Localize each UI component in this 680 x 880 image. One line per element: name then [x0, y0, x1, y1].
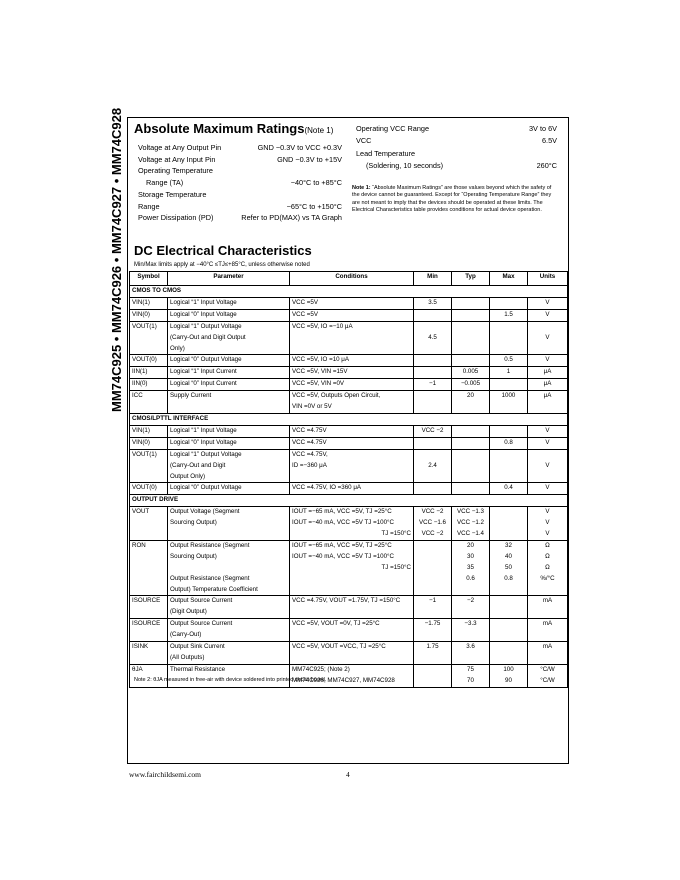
table-cell: [452, 630, 490, 641]
table-cell: [490, 344, 528, 355]
table-row: [130, 472, 568, 483]
table-row: [130, 653, 568, 664]
table-cell: [290, 630, 414, 641]
table-cell: Ω: [528, 540, 568, 551]
table-cell: Output) Temperature Coefficient: [168, 585, 290, 596]
table-row: [130, 574, 568, 585]
note1: [352, 185, 557, 215]
table-cell: [452, 607, 490, 618]
table-cell: VCC =5V, VIN =0V: [290, 379, 414, 391]
table-cell: [414, 563, 452, 574]
table-cell: [414, 437, 452, 449]
left-label: Range: [138, 201, 160, 211]
table-cell: [414, 355, 452, 367]
table-cell: 1: [490, 367, 528, 379]
table-cell: [528, 653, 568, 664]
table-cell: [130, 574, 168, 585]
table-cell: %/°C: [528, 574, 568, 585]
left-label: Storage Temperature: [138, 189, 207, 199]
table-row: [130, 552, 568, 563]
table-row: [130, 402, 568, 413]
table-cell: [414, 321, 452, 332]
left-label: Range (TA): [146, 178, 184, 188]
table-row: [130, 563, 568, 574]
table-cell: ISOURCE: [130, 596, 168, 607]
table-row: [130, 355, 568, 367]
table-cell: [452, 355, 490, 367]
table-cell: [528, 402, 568, 413]
table-cell: 0.4: [490, 483, 528, 495]
table-cell: [414, 309, 452, 321]
table-cell: 50: [490, 563, 528, 574]
table-cell: mA: [528, 642, 568, 653]
table-cell: [414, 574, 452, 585]
table-cell: −1.75: [414, 619, 452, 630]
table-cell: Logical “0” Input Current: [168, 379, 290, 391]
table-cell: [414, 585, 452, 596]
table-cell: IOUT =−65 mA, VCC =5V, TJ =25°C: [290, 507, 414, 518]
table-cell: [490, 619, 528, 630]
section-title: OUTPUT DRIVE: [130, 495, 568, 507]
note1-label: Note 1:: [352, 185, 371, 191]
table-cell: Logical “0” Output Voltage: [168, 355, 290, 367]
table-row: [130, 596, 568, 607]
table-cell: 1.75: [414, 642, 452, 653]
table-cell: IOUT =−40 mA, VCC =5V TJ =100°C: [290, 552, 414, 563]
table-cell: [528, 607, 568, 618]
table-cell: V: [528, 297, 568, 309]
right-label: Operating VCC Range: [356, 124, 430, 133]
table-cell: [414, 344, 452, 355]
table-cell: 20: [452, 540, 490, 551]
table-cell: 0.8: [490, 437, 528, 449]
part-number-title: MM74C925 • MM74C926 • MM74C927 • MM74C928: [109, 107, 124, 412]
table-cell: 100: [490, 664, 528, 675]
table-cell: mA: [528, 619, 568, 630]
table-cell: VCC =5V, VOUT =VCC, TJ =25°C: [290, 642, 414, 653]
table-cell: [130, 472, 168, 483]
section-title: CMOS TO CMOS: [130, 286, 568, 298]
table-cell: [130, 402, 168, 413]
table-cell: VCC −1.6: [414, 518, 452, 529]
table-row: [130, 630, 568, 641]
table-cell: ICC: [130, 391, 168, 402]
right-value: 3V to 6V: [529, 124, 557, 133]
table-cell: −2: [452, 596, 490, 607]
table-cell: [490, 472, 528, 483]
table-cell: (All Outputs): [168, 653, 290, 664]
table-cell: [490, 321, 528, 332]
table-cell: VOUT(0): [130, 355, 168, 367]
table-cell: Sourcing Output): [168, 518, 290, 529]
table-row: [130, 449, 568, 460]
table-cell: Logical “1” Input Current: [168, 367, 290, 379]
table-cell: 0.005: [452, 367, 490, 379]
table-cell: 70: [452, 676, 490, 687]
table-cell: 32: [490, 540, 528, 551]
table-row: [130, 333, 568, 344]
table-cell: [414, 449, 452, 460]
table-cell: Output Source Current: [168, 596, 290, 607]
table-cell: [452, 437, 490, 449]
left-label: Voltage at Any Output Pin: [138, 143, 222, 152]
table-cell: [490, 607, 528, 618]
table-cell: [130, 333, 168, 344]
table-cell: IOUT =−65 mA, VCC =5V, TJ =25°C: [290, 540, 414, 551]
left-value: −65°C to +150°C: [286, 201, 342, 211]
table-cell: [290, 607, 414, 618]
table-cell: VCC =5V, VIN =15V: [290, 367, 414, 379]
table-cell: [414, 653, 452, 664]
table-cell: [414, 472, 452, 483]
table-cell: [490, 596, 528, 607]
table-row: [130, 321, 568, 332]
table-row: [130, 309, 568, 321]
table-cell: V: [528, 309, 568, 321]
table-cell: VCC −1.3: [452, 507, 490, 518]
table-cell: V: [528, 518, 568, 529]
table-cell: [130, 585, 168, 596]
table-cell: VCC =5V: [290, 309, 414, 321]
table-cell: 20: [452, 391, 490, 402]
table-cell: [490, 425, 528, 437]
table-cell: Output Resistance (Segment: [168, 540, 290, 551]
table-cell: Output Only): [168, 472, 290, 483]
table-cell: 35: [452, 563, 490, 574]
amr-title-note: (Note 1): [304, 126, 334, 135]
table-cell: Ω: [528, 563, 568, 574]
col-header: Conditions: [290, 272, 414, 286]
col-header: Symbol: [130, 272, 168, 286]
table-cell: [452, 449, 490, 460]
table-cell: Only): [168, 344, 290, 355]
col-header: Typ: [452, 272, 490, 286]
table-cell: [414, 483, 452, 495]
amr-title: Absolute Maximum Ratings(Note 1): [134, 121, 334, 136]
table-cell: Supply Current: [168, 391, 290, 402]
table-cell: (Carry-Out and Digit: [168, 461, 290, 472]
table-cell: V: [528, 437, 568, 449]
table-cell: VOUT: [130, 507, 168, 518]
table-cell: MM74C926, MM74C927, MM74C928: [290, 676, 414, 687]
table-cell: [452, 402, 490, 413]
table-cell: [130, 344, 168, 355]
table-cell: 0.5: [490, 355, 528, 367]
table-cell: [452, 483, 490, 495]
table-cell: V: [528, 507, 568, 518]
left-value: GND −0.3V to VCC +0.3V: [257, 143, 342, 152]
table-cell: [452, 653, 490, 664]
table-row: [130, 507, 568, 518]
table-cell: −1: [414, 596, 452, 607]
table-cell: Output Resistance (Segment: [168, 574, 290, 585]
table-row: [130, 607, 568, 618]
table-cell: [130, 653, 168, 664]
table-cell: 30: [452, 552, 490, 563]
table-row: [130, 619, 568, 630]
table-cell: ISOURCE: [130, 619, 168, 630]
table-cell: VCC =4.75V, IO =360 μA: [290, 483, 414, 495]
table-cell: 4.5: [414, 333, 452, 344]
table-cell: VCC =4.75V: [290, 437, 414, 449]
table-cell: [290, 344, 414, 355]
page-number: 4: [346, 770, 350, 779]
table-cell: [414, 367, 452, 379]
right-label: VCC: [356, 136, 372, 146]
table-cell: VCC =4.75V, VOUT =1.75V, TJ =150°C: [290, 596, 414, 607]
table-cell: VCC −1.2: [452, 518, 490, 529]
table-cell: μA: [528, 367, 568, 379]
table-cell: [490, 630, 528, 641]
part-number-sidebar: [105, 107, 125, 417]
left-value: GND −0.3V to +15V: [277, 154, 342, 164]
table-cell: ID =−360 μA: [290, 461, 414, 472]
table-cell: VCC −2: [414, 507, 452, 518]
col-header: Min: [414, 272, 452, 286]
table-cell: VCC =4.75V: [290, 425, 414, 437]
table-cell: [490, 297, 528, 309]
table-cell: IIN(1): [130, 367, 168, 379]
table-cell: [452, 425, 490, 437]
table-cell: θJA: [130, 664, 168, 675]
table-cell: Logical “0” Input Voltage: [168, 309, 290, 321]
table-cell: [130, 630, 168, 641]
table-cell: [290, 472, 414, 483]
table-cell: VCC =5V, IO =−10 μA: [290, 321, 414, 332]
table-cell: VOUT(0): [130, 483, 168, 495]
table-row: [130, 437, 568, 449]
table-cell: Logical “0” Output Voltage: [168, 483, 290, 495]
table-cell: TJ =150°C: [290, 529, 414, 540]
left-label: Operating Temperature: [138, 166, 213, 176]
table-cell: VCC =4.75V,: [290, 449, 414, 460]
table-cell: [452, 309, 490, 321]
table-cell: °C/W: [528, 664, 568, 675]
table-cell: IIN(0): [130, 379, 168, 391]
table-cell: [452, 321, 490, 332]
table-cell: [452, 461, 490, 472]
col-header: Max: [490, 272, 528, 286]
table-cell: [490, 518, 528, 529]
table-cell: [130, 529, 168, 540]
table-cell: VOUT(1): [130, 449, 168, 460]
left-value: Refer to PD(MAX) vs TA Graph: [241, 213, 342, 223]
table-cell: [490, 461, 528, 472]
table-cell: [490, 507, 528, 518]
table-cell: [490, 449, 528, 460]
table-cell: RON: [130, 540, 168, 551]
table-cell: [490, 379, 528, 391]
table-cell: VIN(0): [130, 437, 168, 449]
table-cell: V: [528, 529, 568, 540]
table-row: [130, 518, 568, 529]
table-cell: V: [528, 355, 568, 367]
table-row: [130, 540, 568, 551]
table-cell: 90: [490, 676, 528, 687]
table-cell: [528, 630, 568, 641]
table-cell: [452, 472, 490, 483]
table-cell: VCC =5V, VOUT =0V, TJ =25°C: [290, 619, 414, 630]
col-header: Units: [528, 272, 568, 286]
table-cell: TJ =150°C: [290, 563, 414, 574]
note1-text: “Absolute Maximum Ratings” are those values beyond which the safety of the device cannot be guaranteed. Except for “Operating Temperature Range” they are not meant to imply that the devices should be operated at these limits. The Electrical Characteristics table provides conditions for actual device operation.: [352, 185, 552, 214]
table-cell: mA: [528, 596, 568, 607]
table-cell: Sourcing Output): [168, 552, 290, 563]
table-cell: [452, 585, 490, 596]
table-row: [130, 379, 568, 391]
table-cell: [290, 574, 414, 585]
table-row: [130, 367, 568, 379]
table-cell: VOUT(1): [130, 321, 168, 332]
table-row: [130, 664, 568, 675]
table-cell: [290, 333, 414, 344]
table-row: [130, 391, 568, 402]
table-cell: V: [528, 425, 568, 437]
table-cell: [490, 653, 528, 664]
table-row: [130, 461, 568, 472]
table-cell: 1.5: [490, 309, 528, 321]
left-label: Voltage at Any Input Pin: [138, 154, 216, 164]
table-cell: [528, 449, 568, 460]
table-cell: [528, 585, 568, 596]
table-cell: (Digit Output): [168, 607, 290, 618]
table-cell: VIN(1): [130, 425, 168, 437]
table-cell: Thermal Resistance: [168, 664, 290, 675]
table-cell: μA: [528, 379, 568, 391]
table-cell: [130, 563, 168, 574]
table-cell: [490, 642, 528, 653]
table-cell: 75: [452, 664, 490, 675]
table-cell: VCC −2: [414, 529, 452, 540]
table-cell: Logical “1” Input Voltage: [168, 297, 290, 309]
table-cell: [130, 607, 168, 618]
left-label: Power Dissipation (PD): [138, 213, 214, 223]
table-cell: [168, 529, 290, 540]
table-cell: VIN(0): [130, 309, 168, 321]
table-cell: [130, 518, 168, 529]
table-cell: [528, 321, 568, 332]
table-cell: [414, 607, 452, 618]
table-cell: [414, 552, 452, 563]
table-cell: ISINK: [130, 642, 168, 653]
table-cell: [168, 402, 290, 413]
table-cell: VIN =0V or 5V: [290, 402, 414, 413]
table-cell: Output Source Current: [168, 619, 290, 630]
table-cell: 2.4: [414, 461, 452, 472]
table-cell: Logical “1” Output Voltage: [168, 449, 290, 460]
table-cell: [528, 472, 568, 483]
table-cell: MM74C925; (Note 2): [290, 664, 414, 675]
table-row: [130, 344, 568, 355]
right-value: 6.5V: [541, 136, 557, 146]
table-cell: [290, 585, 414, 596]
table-cell: [490, 402, 528, 413]
table-cell: 0.8: [490, 574, 528, 585]
table-cell: [414, 391, 452, 402]
table-cell: [452, 344, 490, 355]
table-cell: [452, 333, 490, 344]
table-cell: V: [528, 461, 568, 472]
table-cell: V: [528, 483, 568, 495]
section-title: CMOS/LPTTL INTERFACE: [130, 413, 568, 425]
table-cell: IOUT =−40 mA, VCC =5V TJ =100°C: [290, 518, 414, 529]
table-cell: [168, 563, 290, 574]
table-row: [130, 642, 568, 653]
table-cell: Ω: [528, 552, 568, 563]
table-cell: [414, 402, 452, 413]
table-cell: Logical “0” Input Voltage: [168, 437, 290, 449]
table-row: [130, 585, 568, 596]
table-cell: [414, 630, 452, 641]
table-cell: Logical “1” Output Voltage: [168, 321, 290, 332]
table-cell: −0.005: [452, 379, 490, 391]
table-cell: V: [528, 333, 568, 344]
table-cell: [528, 344, 568, 355]
col-header: Parameter: [168, 272, 290, 286]
table-cell: −3.3: [452, 619, 490, 630]
table-cell: [490, 585, 528, 596]
table-cell: μA: [528, 391, 568, 402]
table-cell: [490, 333, 528, 344]
right-label: Lead Temperature: [356, 148, 416, 158]
table-row: [130, 529, 568, 540]
table-cell: VCC =5V, Outputs Open Circuit,: [290, 391, 414, 402]
table-cell: Logical “1” Input Voltage: [168, 425, 290, 437]
table-cell: [130, 552, 168, 563]
table-cell: Output Voltage (Segment: [168, 507, 290, 518]
table-cell: −1: [414, 379, 452, 391]
table-cell: VCC =5V: [290, 297, 414, 309]
table-cell: VCC −2: [414, 425, 452, 437]
table-cell: Output Sink Current: [168, 642, 290, 653]
table-cell: VIN(1): [130, 297, 168, 309]
table-cell: [490, 529, 528, 540]
table-cell: [130, 461, 168, 472]
table-cell: [414, 664, 452, 675]
table-cell: 0.6: [452, 574, 490, 585]
table-cell: 40: [490, 552, 528, 563]
left-value: −40°C to +85°C: [290, 178, 342, 188]
note2: Note 2: θJA measured in free-air with device soldered into printed circuit board.: [134, 677, 327, 683]
table-cell: 3.6: [452, 642, 490, 653]
footer-url[interactable]: www.fairchildsemi.com: [129, 770, 201, 779]
table-cell: [452, 297, 490, 309]
dc-subtitle: Min/Max limits apply at −40°C ≤TJ≤+85°C, unless otherwise noted: [134, 262, 310, 268]
table-cell: [290, 653, 414, 664]
table-cell: 1000: [490, 391, 528, 402]
dc-title: DC Electrical Characteristics: [134, 243, 312, 258]
table-cell: (Carry-Out and Digit Output: [168, 333, 290, 344]
table-cell: VCC =5V, IO =10 μA: [290, 355, 414, 367]
table-cell: °C/W: [528, 676, 568, 687]
table-cell: [414, 676, 452, 687]
right-value: 260°C: [536, 160, 557, 170]
table-row: [130, 483, 568, 495]
table-cell: [414, 540, 452, 551]
table-cell: VCC −1.4: [452, 529, 490, 540]
right-label: (Soldering, 10 seconds): [366, 160, 444, 170]
table-cell: (Carry-Out): [168, 630, 290, 641]
table-row: [130, 297, 568, 309]
table-cell: 3.5: [414, 297, 452, 309]
dc-table: [129, 271, 568, 688]
table-row: [130, 425, 568, 437]
